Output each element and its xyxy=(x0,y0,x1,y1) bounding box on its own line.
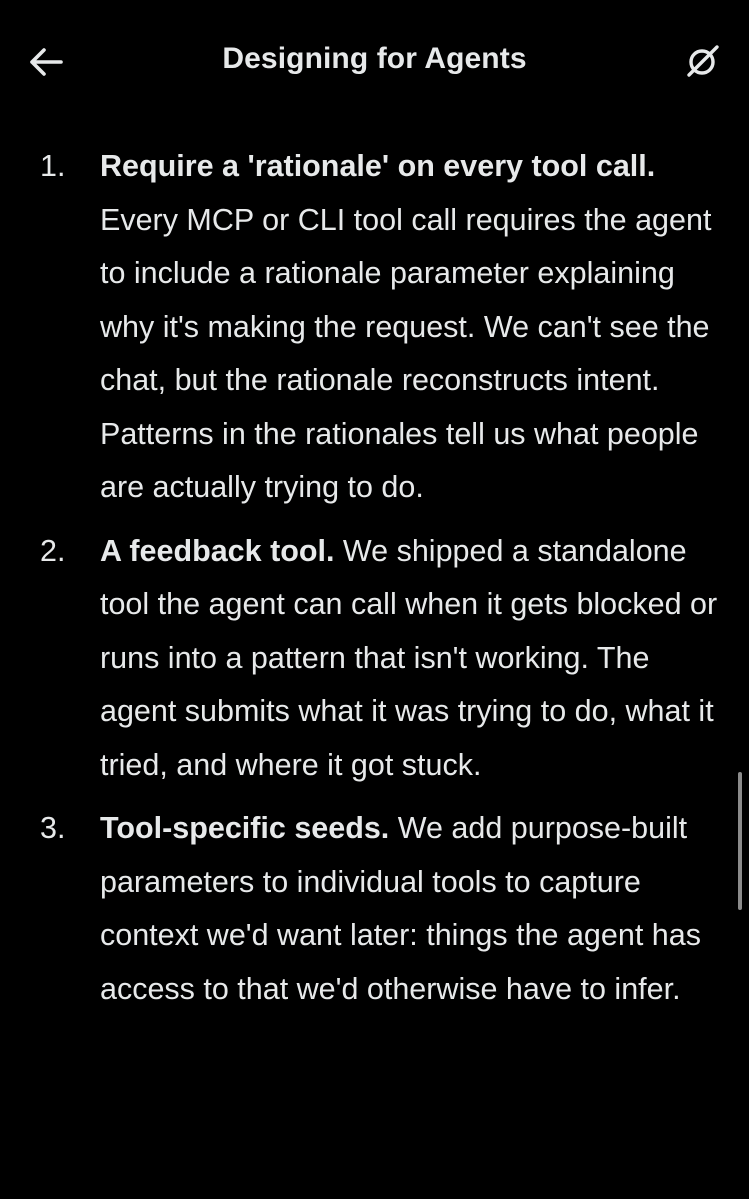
list-item xyxy=(0,802,749,1016)
list-item-lead: Require a 'rationale' on every tool call. xyxy=(100,149,656,183)
list-item-lead: A feedback tool. xyxy=(100,533,343,568)
list-item-number: 3. xyxy=(40,811,66,845)
article-body xyxy=(0,140,749,1026)
grok-icon xyxy=(684,44,720,80)
grok-button[interactable] xyxy=(680,40,724,84)
list-item-number: 1. xyxy=(40,149,66,183)
numbered-list xyxy=(0,140,749,1016)
list-item-lead: Tool-specific seeds. xyxy=(100,811,398,845)
top-bar xyxy=(0,0,749,124)
scrollbar-thumb[interactable] xyxy=(738,772,742,910)
list-item-text: We shipped a standalone tool the agent can call when it gets blocked or runs into a pattern that isn't working. The agent submits what it was trying to do, what it tried, and where it got stuck. xyxy=(100,533,718,782)
page-title: Designing for Agents xyxy=(222,42,527,75)
list-item-text: We add purpose-built parameters to individual tools to capture context we'd want later: things the agent has access to that we'd otherwise have to infer. xyxy=(100,811,701,1006)
list-item-number: 2. xyxy=(40,533,66,568)
list-item-text: Every MCP or CLI tool call requires the agent to include a rationale parameter explaining why it's making the request. We can't see the chat, but the rationale reconstructs intent. Patterns in the rationales tell us what people are actually trying to do. xyxy=(100,202,712,504)
list-item xyxy=(0,525,749,793)
list-item xyxy=(0,140,749,515)
